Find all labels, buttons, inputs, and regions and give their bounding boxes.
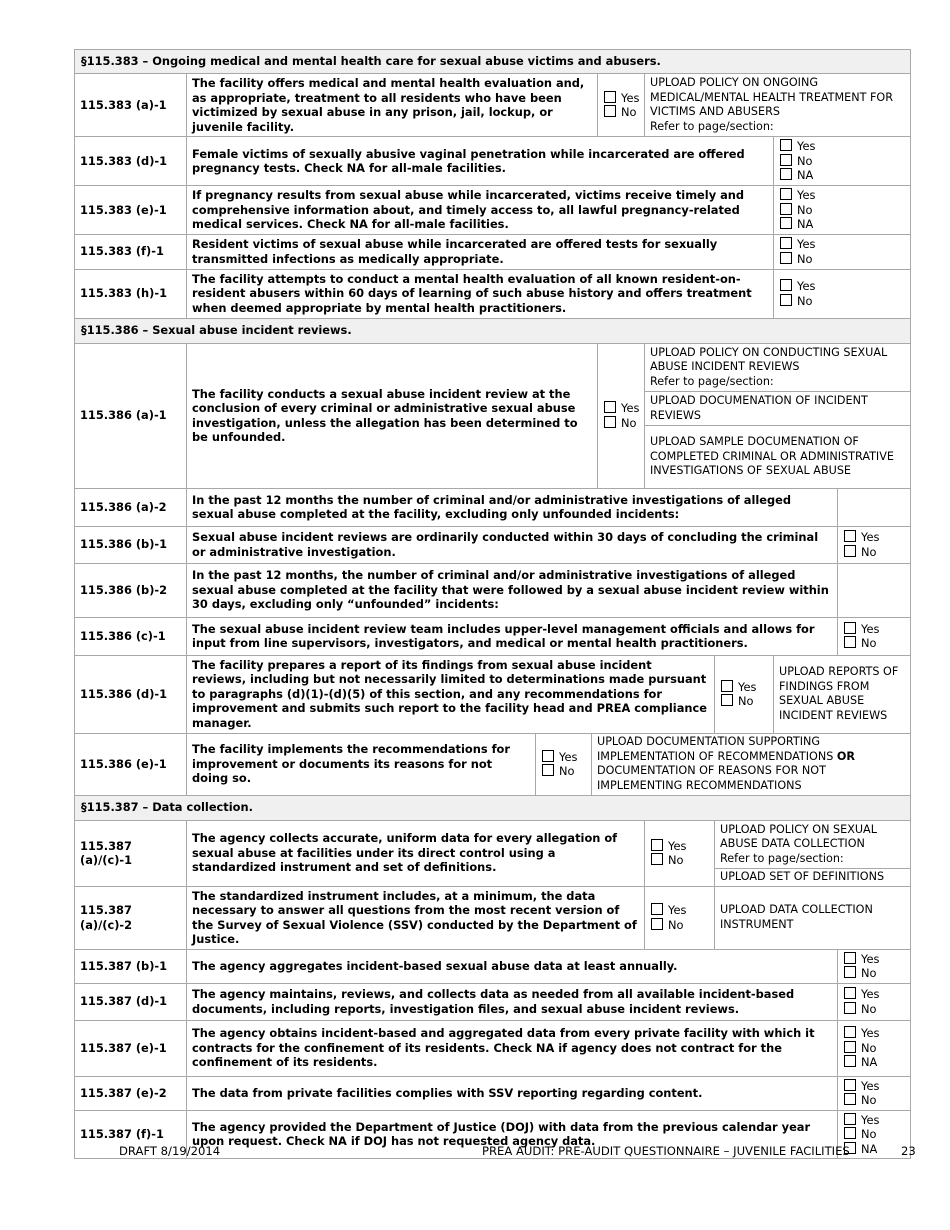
yes-checkbox[interactable] [651, 903, 663, 915]
yes-option[interactable]: Yes [780, 237, 904, 252]
section-header: §115.386 – Sexual abuse incident reviews. [75, 318, 911, 343]
yes-option[interactable]: Yes [780, 139, 904, 154]
question-text: The facility conducts a sexual abuse incident review at the conclusion of every criminal or administrative sexual abuse investigation, unless the allegation has been determined to be unfounded. [187, 343, 598, 488]
no-checkbox[interactable] [844, 1002, 856, 1014]
na-checkbox[interactable] [844, 1055, 856, 1067]
no-checkbox[interactable] [604, 416, 616, 428]
yes-no-checkboxes [838, 949, 911, 983]
no-checkbox[interactable] [651, 853, 663, 865]
standard-id: 115.387 (f)-1 [75, 1110, 187, 1159]
table-row [75, 269, 911, 318]
question-text: The data from private facilities complies with SSV reporting regarding content. [187, 1076, 838, 1110]
yes-checkbox[interactable] [651, 839, 663, 851]
yes-option[interactable]: Yes [844, 530, 904, 545]
na-option[interactable]: NA [780, 168, 904, 183]
standard-id: 115.386 (b)-1 [75, 526, 187, 563]
no-option[interactable]: No [604, 416, 638, 431]
table-row [75, 733, 911, 795]
na-checkbox[interactable] [780, 168, 792, 180]
standard-id: 115.386 (d)-1 [75, 655, 187, 733]
na-option[interactable]: NA [780, 217, 904, 232]
question-text: The facility prepares a report of its findings from sexual abuse incident reviews, including but not necessarily limited to determinations made pursuant to paragraphs (d)(1)-(d)(5) of this section, and any recommendations for improvement and submits such report to the facility head and PREA compliance manager. [187, 655, 715, 733]
no-checkbox[interactable] [651, 918, 663, 930]
yes-checkbox[interactable] [604, 401, 616, 413]
question-text: The agency collects accurate, uniform data for every allegation of sexual abuse at facilities under its direct control using a standardized instrument and set of definitions. [187, 820, 645, 886]
no-option[interactable]: No [780, 154, 904, 169]
standard-id: 115.387 (e)-2 [75, 1076, 187, 1110]
yes-option[interactable]: Yes [651, 903, 708, 918]
yes-option[interactable]: Yes [844, 952, 904, 967]
standard-id: 115.383 (e)-1 [75, 186, 187, 235]
question-text: The sexual abuse incident review team includes upper-level management officials and allows for input from line supervisors, investigators, and medical or mental health practitioners. [187, 617, 838, 655]
question-text: The agency maintains, reviews, and collects data as needed from all available incident-based documents, including reports, investigation files, and sexual abuse incident reviews. [187, 983, 838, 1020]
question-text: The facility offers medical and mental health evaluation and, as appropriate, treatment to all residents who have been victimized by sexual abuse in any prison, jail, lockup, or juvenile facility. [187, 74, 598, 137]
yes-option[interactable]: Yes [721, 680, 767, 695]
section-header: §115.383 – Ongoing medical and mental health care for sexual abuse victims and abusers. [75, 50, 911, 74]
question-text: The agency aggregates incident-based sexual abuse data at least annually. [187, 949, 838, 983]
section-header: §115.387 – Data collection. [75, 795, 911, 820]
yes-option[interactable]: Yes [651, 839, 708, 854]
upload-instruction [645, 344, 910, 392]
upload-subtable [715, 821, 910, 886]
question-text: The facility implements the recommendations for improvement or documents its reasons for not doing so. [187, 733, 536, 795]
standard-id: 115.387 (b)-1 [75, 949, 187, 983]
standard-id: 115.386 (a)-1 [75, 343, 187, 488]
yes-checkbox[interactable] [844, 622, 856, 634]
yes-no-checkboxes [536, 733, 592, 795]
no-option[interactable]: No [721, 694, 767, 709]
no-option[interactable]: No [844, 1127, 904, 1142]
yes-option[interactable]: Yes [542, 750, 585, 765]
no-option[interactable]: No [604, 105, 638, 120]
page-section-reference: Refer to page/section: [650, 374, 774, 388]
yes-option[interactable]: Yes [844, 1026, 904, 1041]
upload-label: UPLOAD DOCUMENTATION SUPPORTING IMPLEMENTATION OF RECOMMENDATIONS [597, 735, 834, 763]
yes-no-checkboxes [774, 269, 911, 318]
yes-checkbox[interactable] [780, 188, 792, 200]
no-checkbox[interactable] [780, 252, 792, 264]
table-row [75, 563, 911, 617]
upload-instruction-stack [715, 820, 911, 886]
table-row [75, 488, 911, 526]
na-checkbox[interactable] [780, 217, 792, 229]
table-row [75, 74, 911, 137]
yes-checkbox[interactable] [844, 952, 856, 964]
standard-id: 115.386 (b)-2 [75, 563, 187, 617]
question-text: In the past 12 months the number of criminal and/or administrative investigations of alleged sexual abuse completed at the facility, excluding only unfounded incidents: [187, 488, 838, 526]
standard-id: 115.383 (a)-1 [75, 74, 187, 137]
yes-no-na-checkboxes [838, 1020, 911, 1076]
yes-checkbox[interactable] [542, 750, 554, 762]
question-text: Sexual abuse incident reviews are ordinarily conducted within 30 days of concluding the criminal or administrative investigation. [187, 526, 838, 563]
page-section-reference: Refer to page/section: [650, 119, 774, 133]
yes-no-checkboxes [838, 983, 911, 1020]
table-row [75, 343, 911, 488]
no-option[interactable]: No [844, 636, 904, 651]
upload-instruction: UPLOAD SAMPLE DOCUMENATION OF COMPLETED CRIMINAL OR ADMINISTRATIVE INVESTIGATIONS OF SEXUAL ABUSE [645, 426, 910, 488]
na-option[interactable]: NA [844, 1055, 904, 1070]
yes-no-checkboxes [838, 526, 911, 563]
yes-no-checkboxes [645, 886, 715, 949]
yes-option[interactable]: Yes [844, 987, 904, 1002]
no-option[interactable]: No [780, 294, 904, 309]
questionnaire-page [74, 49, 910, 1159]
no-option[interactable]: No [651, 853, 708, 868]
yes-option[interactable]: Yes [604, 401, 638, 416]
yes-no-checkboxes [774, 234, 911, 269]
no-checkbox[interactable] [780, 154, 792, 166]
standard-id: 115.387 (d)-1 [75, 983, 187, 1020]
no-option[interactable]: No [780, 252, 904, 267]
yes-no-checkboxes [645, 820, 715, 886]
question-text: If pregnancy results from sexual abuse while incarcerated, victims receive timely and comprehensive information about, and timely access to, all lawful pregnancy-related medical services. Check NA for all-male facilities. [187, 186, 774, 235]
no-checkbox[interactable] [604, 105, 616, 117]
upload-subtable [645, 344, 910, 488]
upload-instruction: UPLOAD SET OF DEFINITIONS [715, 869, 910, 886]
footer-page-number: 23 [901, 1144, 916, 1158]
question-text: The facility attempts to conduct a mental health evaluation of all known resident-on-resident abusers within 60 days of learning of such abuse history and offers treatment when deemed appropriate by mental health practitioners. [187, 269, 774, 318]
yes-checkbox[interactable] [844, 1113, 856, 1125]
number-answer-field[interactable] [838, 488, 911, 526]
upload-instruction: UPLOAD DATA COLLECTION INSTRUMENT [715, 886, 911, 949]
no-checkbox[interactable] [542, 764, 554, 776]
no-checkbox[interactable] [844, 1041, 856, 1053]
upload-instruction: UPLOAD DOCUMENATION OF INCIDENT REVIEWS [645, 392, 910, 426]
table-row [75, 655, 911, 733]
upload-instruction-stack [645, 343, 911, 488]
no-checkbox[interactable] [844, 966, 856, 978]
questionnaire-table [74, 49, 911, 1159]
standard-id: 115.387 (a)/(c)-1 [75, 820, 187, 886]
yes-no-checkboxes [598, 74, 645, 137]
yes-checkbox[interactable] [844, 987, 856, 999]
yes-no-checkboxes [838, 617, 911, 655]
table-row [75, 949, 911, 983]
upload-label-alternative: DOCUMENTATION OF REASONS FOR NOT IMPLEMENTING RECOMMENDATIONS [597, 764, 826, 792]
yes-checkbox[interactable] [844, 530, 856, 542]
table-row [75, 1076, 911, 1110]
no-checkbox[interactable] [780, 203, 792, 215]
number-answer-field[interactable] [838, 563, 911, 617]
yes-option[interactable]: Yes [780, 279, 904, 294]
upload-label: UPLOAD POLICY ON CONDUCTING SEXUAL ABUSE INCIDENT REVIEWS [650, 345, 888, 373]
no-option[interactable]: No [844, 1041, 904, 1056]
no-checkbox[interactable] [780, 294, 792, 306]
standard-id: 115.383 (f)-1 [75, 234, 187, 269]
standard-id: 115.383 (h)-1 [75, 269, 187, 318]
na-option[interactable]: NA [844, 1142, 904, 1157]
yes-option[interactable]: Yes [844, 1113, 904, 1128]
yes-option[interactable]: Yes [780, 188, 904, 203]
upload-label: UPLOAD POLICY ON ONGOING MEDICAL/MENTAL HEALTH TREATMENT FOR VICTIMS AND ABUSERS [650, 76, 894, 118]
question-text: Resident victims of sexual abuse while incarcerated are offered tests for sexually transmitted infections as medically appropriate. [187, 234, 774, 269]
standard-id: 115.386 (e)-1 [75, 733, 187, 795]
table-row [75, 526, 911, 563]
no-checkbox[interactable] [721, 694, 733, 706]
table-row [75, 617, 911, 655]
no-checkbox[interactable] [844, 636, 856, 648]
no-checkbox[interactable] [844, 545, 856, 557]
standard-id: 115.383 (d)-1 [75, 137, 187, 186]
yes-no-checkboxes [715, 655, 774, 733]
question-text: The standardized instrument includes, at a minimum, the data necessary to answer all questions from the most recent version of the Survey of Sexual Violence (SSV) conducted by the Department of Justice. [187, 886, 645, 949]
no-option[interactable]: No [542, 764, 585, 779]
no-checkbox[interactable] [844, 1093, 856, 1105]
standard-id: 115.386 (a)-2 [75, 488, 187, 526]
upload-instruction [592, 733, 911, 795]
no-option[interactable]: No [844, 966, 904, 981]
question-text: In the past 12 months, the number of criminal and/or administrative investigations of alleged sexual abuse completed at the facility that were followed by a sexual abuse incident review within 30 days, excluding only “unfounded” incidents: [187, 563, 838, 617]
table-row [75, 820, 911, 886]
standard-id: 115.386 (c)-1 [75, 617, 187, 655]
upload-instruction [715, 821, 910, 869]
table-row [75, 1020, 911, 1076]
yes-no-na-checkboxes [774, 137, 911, 186]
yes-checkbox[interactable] [780, 139, 792, 151]
no-option[interactable]: No [844, 1093, 904, 1108]
no-option[interactable]: No [651, 918, 708, 933]
footer-document-title: PREA AUDIT: PRE-AUDIT QUESTIONNAIRE – JUVENILE FACILITIES [482, 1144, 850, 1158]
standard-id: 115.387 (e)-1 [75, 1020, 187, 1076]
yes-option[interactable]: Yes [844, 1079, 904, 1094]
question-text: The agency obtains incident-based and aggregated data from every private facility with which it contracts for the confinement of its residents. Check NA if agency does not contract for the confinement of its residents. [187, 1020, 838, 1076]
table-row [75, 137, 911, 186]
no-option[interactable]: No [780, 203, 904, 218]
yes-checkbox[interactable] [844, 1026, 856, 1038]
yes-checkbox[interactable] [844, 1079, 856, 1091]
no-checkbox[interactable] [844, 1127, 856, 1139]
upload-instruction: UPLOAD REPORTS OF FINDINGS FROM SEXUAL ABUSE INCIDENT REVIEWS [774, 655, 911, 733]
yes-option[interactable]: Yes [844, 622, 904, 637]
question-text: Female victims of sexually abusive vaginal penetration while incarcerated are offered pregnancy tests. Check NA for all-male facilities. [187, 137, 774, 186]
upload-label: UPLOAD POLICY ON SEXUAL ABUSE DATA COLLECTION [720, 822, 877, 850]
yes-checkbox[interactable] [604, 91, 616, 103]
table-row [75, 234, 911, 269]
no-option[interactable]: No [844, 1002, 904, 1017]
no-option[interactable]: No [844, 545, 904, 560]
yes-no-checkboxes [598, 343, 645, 488]
page-section-reference: Refer to page/section: [720, 851, 844, 865]
question-text: The agency provided the Department of Justice (DOJ) with data from the previous calendar year upon request. Check NA if DOJ has not requested agency data. [187, 1110, 838, 1159]
yes-option[interactable]: Yes [604, 91, 638, 106]
or-conjunction: OR [836, 749, 856, 763]
table-row [75, 186, 911, 235]
yes-checkbox[interactable] [780, 279, 792, 291]
standard-id: 115.387 (a)/(c)-2 [75, 886, 187, 949]
table-row [75, 983, 911, 1020]
table-row [75, 886, 911, 949]
yes-no-checkboxes [838, 1076, 911, 1110]
upload-instruction [645, 74, 911, 137]
yes-no-na-checkboxes [774, 186, 911, 235]
footer-draft-date: DRAFT 8/19/2014 [119, 1144, 221, 1158]
yes-checkbox[interactable] [780, 237, 792, 249]
yes-checkbox[interactable] [721, 680, 733, 692]
